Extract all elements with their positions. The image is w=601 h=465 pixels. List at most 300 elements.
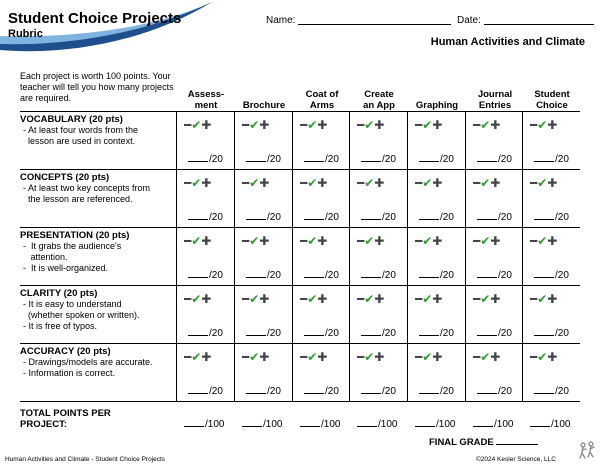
plus-icon[interactable]: ✚ — [490, 176, 501, 190]
rating-marks[interactable] — [242, 350, 269, 364]
score-blank[interactable] — [361, 335, 381, 336]
column-header-line: Student — [534, 89, 570, 100]
kesler-logo-icon — [577, 440, 597, 460]
score-field[interactable] — [361, 270, 396, 281]
score-field[interactable] — [419, 270, 454, 281]
check-icon[interactable]: ✔ — [364, 234, 375, 248]
rating-marks[interactable] — [357, 292, 384, 306]
rating-marks[interactable] — [357, 350, 384, 364]
score-field[interactable] — [477, 154, 512, 165]
criterion-title: PRESENTATION (20 pts) — [20, 230, 130, 241]
plus-icon[interactable]: ✚ — [259, 234, 270, 248]
total-denominator: /100 — [263, 419, 283, 430]
score-field[interactable] — [246, 154, 281, 165]
total-points-label — [20, 408, 111, 430]
minus-icon[interactable]: ━ — [357, 234, 365, 248]
score-field[interactable] — [419, 386, 454, 397]
rating-marks[interactable] — [357, 234, 384, 248]
rating-marks[interactable] — [184, 350, 211, 364]
rating-marks[interactable] — [242, 292, 269, 306]
score-field[interactable] — [477, 328, 512, 339]
column-header-line — [236, 90, 292, 101]
score-denominator: /20 — [267, 212, 281, 223]
total-score-blank[interactable] — [300, 426, 320, 427]
check-icon[interactable]: ✔ — [364, 118, 375, 132]
intro-text: Each project is worth 100 points. Your teacher will tell you how many projects are required. — [20, 71, 174, 103]
score-field[interactable] — [188, 270, 223, 281]
score-denominator: /20 — [209, 270, 223, 281]
criterion-detail: - It is easy to understand — [23, 299, 122, 309]
check-icon[interactable]: ✔ — [364, 292, 375, 306]
score-field[interactable] — [188, 328, 223, 339]
score-blank[interactable] — [477, 277, 497, 278]
score-denominator: /20 — [440, 270, 454, 281]
minus-icon[interactable]: ━ — [300, 118, 308, 132]
score-denominator: /20 — [382, 270, 396, 281]
score-field[interactable] — [419, 328, 454, 339]
score-blank[interactable] — [534, 335, 554, 336]
column-header-line: Arms — [309, 99, 335, 111]
rating-marks[interactable] — [184, 176, 211, 190]
rating-marks[interactable] — [530, 234, 557, 248]
check-icon[interactable]: ✔ — [537, 118, 548, 132]
check-icon[interactable]: ✔ — [191, 234, 202, 248]
rating-marks[interactable] — [242, 176, 269, 190]
score-blank[interactable] — [419, 219, 439, 220]
score-field[interactable] — [477, 270, 512, 281]
score-field[interactable] — [304, 270, 339, 281]
score-field[interactable] — [304, 386, 339, 397]
check-icon[interactable]: ✔ — [249, 176, 260, 190]
score-denominator: /20 — [209, 386, 223, 397]
minus-icon[interactable]: ━ — [357, 118, 365, 132]
column-header — [178, 68, 234, 111]
check-icon[interactable]: ✔ — [191, 292, 202, 306]
column-header-line: Coat of — [305, 89, 339, 100]
minus-icon[interactable]: ━ — [242, 292, 250, 306]
minus-icon[interactable]: ━ — [415, 292, 423, 306]
check-icon[interactable]: ✔ — [191, 118, 202, 132]
total-score-blank[interactable] — [242, 426, 262, 427]
check-icon[interactable]: ✔ — [480, 118, 491, 132]
total-score-blank[interactable] — [473, 426, 493, 427]
minus-icon[interactable]: ━ — [357, 292, 365, 306]
minus-icon[interactable]: ━ — [357, 350, 365, 364]
plus-icon[interactable]: ✚ — [547, 234, 558, 248]
column-header — [351, 68, 407, 111]
rating-marks[interactable] — [415, 234, 442, 248]
plus-icon[interactable]: ✚ — [490, 234, 501, 248]
minus-icon[interactable]: ━ — [242, 176, 250, 190]
check-icon[interactable]: ✔ — [364, 350, 375, 364]
minus-icon[interactable]: ━ — [242, 118, 250, 132]
column-header — [524, 68, 580, 111]
total-denominator: /100 — [436, 419, 456, 430]
score-denominator: /20 — [325, 154, 339, 165]
score-blank[interactable] — [361, 161, 381, 162]
check-icon[interactable]: ✔ — [307, 176, 318, 190]
score-field[interactable] — [534, 328, 569, 339]
score-denominator: /20 — [555, 328, 569, 339]
check-icon[interactable]: ✔ — [249, 118, 260, 132]
score-blank[interactable] — [304, 393, 324, 394]
rating-marks[interactable] — [357, 176, 384, 190]
total-score-field[interactable] — [415, 419, 455, 430]
total-points-label-line: TOTAL POINTS PER — [20, 408, 111, 419]
plus-icon[interactable]: ✚ — [432, 350, 443, 364]
check-icon[interactable]: ✔ — [249, 350, 260, 364]
plus-icon[interactable]: ✚ — [317, 176, 328, 190]
rating-marks[interactable] — [300, 118, 327, 132]
rating-marks[interactable] — [530, 176, 557, 190]
total-score-blank[interactable] — [357, 426, 377, 427]
check-icon[interactable]: ✔ — [422, 176, 433, 190]
score-field[interactable] — [534, 270, 569, 281]
total-score-field[interactable] — [357, 419, 397, 430]
score-blank[interactable] — [534, 393, 554, 394]
score-field[interactable] — [361, 212, 396, 223]
column-header — [294, 68, 350, 111]
score-denominator: /20 — [555, 386, 569, 397]
score-blank[interactable] — [477, 335, 497, 336]
plus-icon[interactable]: ✚ — [547, 350, 558, 364]
score-denominator: /20 — [555, 154, 569, 165]
check-icon[interactable]: ✔ — [307, 350, 318, 364]
score-field[interactable] — [477, 212, 512, 223]
score-denominator: /20 — [382, 386, 396, 397]
score-blank[interactable] — [246, 161, 266, 162]
plus-icon[interactable]: ✚ — [259, 350, 270, 364]
minus-icon[interactable]: ━ — [415, 176, 423, 190]
plus-icon[interactable]: ✚ — [201, 292, 212, 306]
minus-icon[interactable]: ━ — [300, 350, 308, 364]
rating-marks[interactable] — [242, 118, 269, 132]
final-grade-label: FINAL GRADE — [429, 437, 494, 448]
check-icon[interactable]: ✔ — [480, 234, 491, 248]
total-denominator: /100 — [321, 419, 341, 430]
criterion-description — [20, 230, 175, 274]
score-denominator: /20 — [382, 328, 396, 339]
check-icon[interactable]: ✔ — [480, 350, 491, 364]
score-denominator: /20 — [498, 212, 512, 223]
check-icon[interactable]: ✔ — [249, 234, 260, 248]
score-blank[interactable] — [419, 161, 439, 162]
score-field[interactable] — [246, 270, 281, 281]
check-icon[interactable]: ✔ — [364, 176, 375, 190]
plus-icon[interactable]: ✚ — [374, 118, 385, 132]
score-blank[interactable] — [477, 161, 497, 162]
criterion-title: VOCABULARY (20 pts) — [20, 114, 123, 125]
score-blank[interactable] — [304, 161, 324, 162]
score-blank[interactable] — [477, 393, 497, 394]
column-header-line: Journal — [477, 89, 513, 100]
criterion-detail: attention. — [23, 252, 68, 262]
score-denominator: /20 — [209, 212, 223, 223]
score-blank[interactable] — [477, 219, 497, 220]
rating-marks[interactable] — [300, 292, 327, 306]
plus-icon[interactable]: ✚ — [317, 118, 328, 132]
score-blank[interactable] — [188, 335, 208, 336]
score-denominator: /20 — [267, 328, 281, 339]
rating-marks[interactable] — [415, 118, 442, 132]
minus-icon[interactable]: ━ — [242, 350, 250, 364]
criterion-detail: - Information is correct. — [23, 368, 116, 378]
minus-icon[interactable]: ━ — [357, 176, 365, 190]
score-blank[interactable] — [304, 277, 324, 278]
check-icon[interactable]: ✔ — [537, 350, 548, 364]
check-icon[interactable]: ✔ — [480, 176, 491, 190]
check-icon[interactable]: ✔ — [191, 176, 202, 190]
plus-icon[interactable]: ✚ — [201, 118, 212, 132]
rating-marks[interactable] — [473, 292, 500, 306]
rating-marks[interactable] — [530, 350, 557, 364]
check-icon[interactable]: ✔ — [537, 234, 548, 248]
rating-marks[interactable] — [357, 118, 384, 132]
criterion-detail: - It grabs the audience's — [23, 241, 122, 251]
score-blank[interactable] — [246, 335, 266, 336]
minus-icon[interactable]: ━ — [530, 292, 538, 306]
plus-icon[interactable]: ✚ — [317, 234, 328, 248]
score-blank[interactable] — [534, 219, 554, 220]
rating-marks[interactable] — [300, 350, 327, 364]
plus-icon[interactable]: ✚ — [547, 292, 558, 306]
score-blank[interactable] — [361, 393, 381, 394]
minus-icon[interactable]: ━ — [473, 350, 481, 364]
total-denominator: /100 — [378, 419, 398, 430]
column-header — [467, 68, 523, 111]
score-blank[interactable] — [419, 277, 439, 278]
rating-marks[interactable] — [473, 350, 500, 364]
score-blank[interactable] — [419, 335, 439, 336]
total-score-blank[interactable] — [530, 426, 550, 427]
plus-icon[interactable]: ✚ — [547, 176, 558, 190]
criterion-title: CONCEPTS (20 pts) — [20, 172, 110, 183]
minus-icon[interactable]: ━ — [473, 234, 481, 248]
minus-icon[interactable]: ━ — [473, 118, 481, 132]
minus-icon[interactable]: ━ — [242, 234, 250, 248]
score-field[interactable] — [534, 212, 569, 223]
minus-icon[interactable]: ━ — [530, 176, 538, 190]
plus-icon[interactable]: ✚ — [490, 350, 501, 364]
score-field[interactable] — [188, 386, 223, 397]
score-blank[interactable] — [188, 161, 208, 162]
final-grade-field[interactable] — [496, 444, 538, 445]
score-field[interactable] — [304, 212, 339, 223]
rating-marks[interactable] — [300, 176, 327, 190]
check-icon[interactable]: ✔ — [422, 118, 433, 132]
score-field[interactable] — [534, 386, 569, 397]
minus-icon[interactable]: ━ — [184, 234, 192, 248]
column-header-line: an App — [363, 99, 395, 111]
plus-icon[interactable]: ✚ — [432, 118, 443, 132]
score-denominator: /20 — [267, 154, 281, 165]
score-field[interactable] — [246, 386, 281, 397]
check-icon[interactable]: ✔ — [537, 176, 548, 190]
minus-icon[interactable]: ━ — [184, 176, 192, 190]
score-denominator: /20 — [440, 154, 454, 165]
minus-icon[interactable]: ━ — [415, 234, 423, 248]
total-denominator: /100 — [205, 419, 225, 430]
rating-marks[interactable] — [473, 234, 500, 248]
check-icon[interactable]: ✔ — [422, 234, 433, 248]
minus-icon[interactable]: ━ — [530, 118, 538, 132]
plus-icon[interactable]: ✚ — [432, 234, 443, 248]
total-score-blank[interactable] — [184, 426, 204, 427]
score-blank[interactable] — [419, 393, 439, 394]
plus-icon[interactable]: ✚ — [374, 350, 385, 364]
minus-icon[interactable]: ━ — [473, 292, 481, 306]
rating-marks[interactable] — [184, 234, 211, 248]
score-field[interactable] — [246, 212, 281, 223]
score-blank[interactable] — [188, 393, 208, 394]
minus-icon[interactable]: ━ — [184, 118, 192, 132]
score-denominator: /20 — [498, 386, 512, 397]
score-denominator: /20 — [555, 270, 569, 281]
rating-marks[interactable] — [184, 292, 211, 306]
score-blank[interactable] — [304, 335, 324, 336]
score-field[interactable] — [304, 154, 339, 165]
criterion-detail: - At least four words from the — [23, 125, 139, 135]
rating-marks[interactable] — [473, 118, 500, 132]
plus-icon[interactable]: ✚ — [201, 176, 212, 190]
check-icon[interactable]: ✔ — [249, 292, 260, 306]
plus-icon[interactable]: ✚ — [490, 292, 501, 306]
score-blank[interactable] — [246, 219, 266, 220]
plus-icon[interactable]: ✚ — [374, 292, 385, 306]
criterion-description — [20, 288, 175, 332]
minus-icon[interactable]: ━ — [415, 118, 423, 132]
plus-icon[interactable]: ✚ — [201, 350, 212, 364]
check-icon[interactable]: ✔ — [307, 118, 318, 132]
column-header-line: Assess- — [187, 89, 225, 100]
plus-icon[interactable]: ✚ — [374, 176, 385, 190]
total-score-blank[interactable] — [415, 426, 435, 427]
plus-icon[interactable]: ✚ — [432, 292, 443, 306]
plus-icon[interactable]: ✚ — [201, 234, 212, 248]
plus-icon[interactable]: ✚ — [259, 118, 270, 132]
rating-marks[interactable] — [473, 176, 500, 190]
check-icon[interactable]: ✔ — [307, 292, 318, 306]
total-denominator: /100 — [551, 419, 571, 430]
minus-icon[interactable]: ━ — [530, 350, 538, 364]
plus-icon[interactable]: ✚ — [317, 350, 328, 364]
criterion-title: ACCURACY (20 pts) — [20, 346, 111, 357]
score-blank[interactable] — [534, 161, 554, 162]
criterion-detail: - At least two key concepts from — [23, 183, 151, 193]
rating-marks[interactable] — [300, 234, 327, 248]
check-icon[interactable]: ✔ — [422, 350, 433, 364]
score-blank[interactable] — [246, 277, 266, 278]
footer-left: Human Activities and Climate - Student Choice Projects — [5, 456, 166, 463]
score-field[interactable] — [419, 154, 454, 165]
check-icon[interactable]: ✔ — [307, 234, 318, 248]
plus-icon[interactable]: ✚ — [547, 118, 558, 132]
rating-marks[interactable] — [415, 176, 442, 190]
score-denominator: /20 — [325, 386, 339, 397]
check-icon[interactable]: ✔ — [537, 292, 548, 306]
column-header — [236, 68, 292, 111]
criterion-detail: - It is well-organized. — [23, 263, 109, 273]
rating-marks[interactable] — [184, 118, 211, 132]
minus-icon[interactable]: ━ — [184, 292, 192, 306]
minus-icon[interactable]: ━ — [300, 234, 308, 248]
score-field[interactable] — [477, 386, 512, 397]
score-blank[interactable] — [188, 219, 208, 220]
minus-icon[interactable]: ━ — [300, 292, 308, 306]
score-field[interactable] — [361, 154, 396, 165]
score-field[interactable] — [188, 154, 223, 165]
score-blank[interactable] — [361, 219, 381, 220]
column-header-line — [409, 90, 465, 101]
footer-right: ©2024 Kesler Science, LLC — [476, 456, 556, 463]
plus-icon[interactable]: ✚ — [374, 234, 385, 248]
minus-icon[interactable]: ━ — [184, 350, 192, 364]
score-field[interactable] — [419, 212, 454, 223]
rating-marks[interactable] — [530, 118, 557, 132]
score-field[interactable] — [534, 154, 569, 165]
total-score-field[interactable] — [184, 419, 224, 430]
page-subtitle: Rubric — [8, 28, 43, 40]
score-field[interactable] — [304, 328, 339, 339]
score-blank[interactable] — [361, 277, 381, 278]
plus-icon[interactable]: ✚ — [259, 292, 270, 306]
score-field[interactable] — [188, 212, 223, 223]
score-denominator: /20 — [325, 212, 339, 223]
score-field[interactable] — [361, 328, 396, 339]
plus-icon[interactable]: ✚ — [317, 292, 328, 306]
final-grade — [429, 437, 538, 448]
date-label: Date: — [457, 15, 481, 26]
total-score-field[interactable] — [300, 419, 340, 430]
check-icon[interactable]: ✔ — [480, 292, 491, 306]
rating-marks[interactable] — [415, 292, 442, 306]
score-denominator: /20 — [325, 270, 339, 281]
check-icon[interactable]: ✔ — [191, 350, 202, 364]
minus-icon[interactable]: ━ — [473, 176, 481, 190]
criterion-detail: the lesson are referenced. — [23, 194, 133, 204]
criterion-detail: - It is free of typos. — [23, 321, 98, 331]
name-field[interactable] — [298, 24, 451, 25]
score-blank[interactable] — [534, 277, 554, 278]
score-field[interactable] — [361, 386, 396, 397]
plus-icon[interactable]: ✚ — [490, 118, 501, 132]
rating-marks[interactable] — [242, 234, 269, 248]
score-blank[interactable] — [246, 393, 266, 394]
total-score-field[interactable] — [242, 419, 282, 430]
score-blank[interactable] — [188, 277, 208, 278]
score-denominator: /20 — [498, 270, 512, 281]
check-icon[interactable]: ✔ — [422, 292, 433, 306]
total-score-field[interactable] — [530, 419, 570, 430]
score-field[interactable] — [246, 328, 281, 339]
total-denominator: /100 — [494, 419, 514, 430]
minus-icon[interactable]: ━ — [530, 234, 538, 248]
minus-icon[interactable]: ━ — [300, 176, 308, 190]
score-blank[interactable] — [304, 219, 324, 220]
score-denominator: /20 — [555, 212, 569, 223]
total-score-field[interactable] — [473, 419, 513, 430]
criterion-title: CLARITY (20 pts) — [20, 288, 98, 299]
column-header-line: ment — [194, 99, 218, 111]
date-field[interactable] — [484, 24, 594, 25]
rating-marks[interactable] — [415, 350, 442, 364]
score-denominator: /20 — [440, 212, 454, 223]
plus-icon[interactable]: ✚ — [259, 176, 270, 190]
rating-marks[interactable] — [530, 292, 557, 306]
plus-icon[interactable]: ✚ — [432, 176, 443, 190]
name-label: Name: — [266, 15, 296, 26]
minus-icon[interactable]: ━ — [415, 350, 423, 364]
